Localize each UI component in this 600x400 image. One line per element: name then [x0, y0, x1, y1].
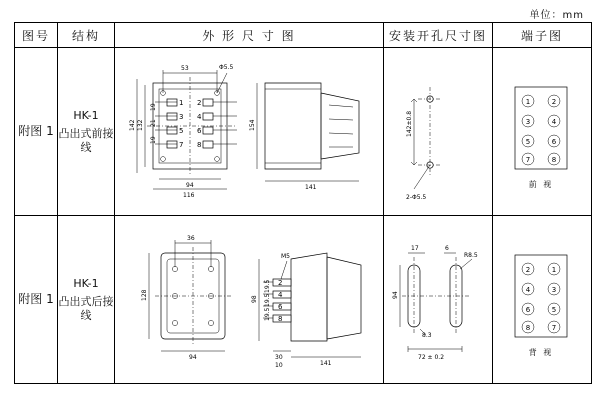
svg-text:8: 8 — [278, 314, 283, 323]
svg-text:5: 5 — [179, 126, 184, 135]
svg-text:R8.5: R8.5 — [464, 251, 478, 259]
svg-text:6: 6 — [525, 305, 531, 314]
svg-text:19.5: 19.5 — [264, 279, 271, 293]
svg-text:94: 94 — [189, 353, 197, 361]
svg-text:4: 4 — [525, 285, 531, 294]
figure-no-1 — [15, 48, 58, 216]
svg-text:142: 142 — [129, 119, 136, 131]
svg-text:2: 2 — [278, 278, 283, 287]
svg-text:8: 8 — [197, 140, 202, 149]
table-row — [15, 216, 592, 384]
terminal-svg-2 — [493, 217, 589, 383]
mounting-drawing-1 — [384, 48, 493, 216]
svg-text:128: 128 — [141, 289, 148, 301]
svg-text:7: 7 — [551, 323, 557, 332]
svg-text:17: 17 — [411, 244, 419, 252]
svg-text:19.5: 19.5 — [264, 293, 271, 307]
mounting-drawing-2 — [384, 216, 493, 384]
structure-2-desc: 凸出式后接线 — [58, 294, 114, 322]
mounting-svg-1 — [384, 49, 490, 215]
header-outline: 外 形 尺 寸 图 — [115, 23, 384, 48]
svg-text:21: 21 — [150, 118, 157, 127]
terminal-drawing-2 — [493, 216, 592, 384]
svg-text:4: 4 — [278, 290, 283, 299]
svg-text:5: 5 — [551, 305, 557, 314]
svg-text:2: 2 — [525, 265, 531, 274]
svg-text:10: 10 — [275, 361, 283, 369]
svg-text:2: 2 — [197, 98, 202, 107]
terminal-svg-1 — [493, 49, 589, 215]
structure-1-model: HK-1 — [73, 108, 99, 122]
svg-text:6: 6 — [197, 126, 202, 135]
svg-text:72 ± 0.2: 72 ± 0.2 — [418, 353, 445, 361]
svg-text:94: 94 — [392, 290, 399, 299]
svg-text:154: 154 — [249, 119, 256, 131]
svg-text:6: 6 — [278, 302, 283, 311]
svg-text:Φ5.5: Φ5.5 — [219, 63, 234, 71]
outline-drawing-2 — [115, 216, 384, 384]
svg-text:141: 141 — [320, 359, 332, 367]
svg-text:4: 4 — [551, 117, 557, 126]
svg-text:7: 7 — [525, 155, 531, 164]
svg-text:98: 98 — [251, 294, 258, 303]
svg-text:8.3: 8.3 — [422, 331, 432, 339]
svg-text:132: 132 — [137, 119, 144, 131]
structure-2 — [58, 216, 115, 384]
svg-text:36: 36 — [187, 234, 195, 242]
svg-text:3: 3 — [551, 285, 557, 294]
svg-text:2: 2 — [551, 97, 557, 106]
svg-text:3: 3 — [525, 117, 531, 126]
svg-text:6: 6 — [551, 137, 557, 146]
svg-text:8: 8 — [525, 323, 531, 332]
svg-text:141: 141 — [305, 183, 317, 191]
terminal-drawing-1 — [493, 48, 592, 216]
figure-no-2-text: 附图 1 — [18, 292, 54, 306]
dim-53: 53 — [181, 64, 189, 72]
svg-text:8: 8 — [551, 155, 557, 164]
header-figure-no: 图号 — [15, 23, 58, 48]
svg-text:1: 1 — [551, 265, 557, 274]
figure-no-1-text: 附图 1 — [18, 124, 54, 138]
structure-1 — [58, 48, 115, 216]
header-mounting: 安装开孔尺寸图 — [384, 23, 493, 48]
svg-text:2-Φ5.5: 2-Φ5.5 — [406, 193, 427, 201]
svg-text:19: 19 — [150, 102, 157, 111]
unit-note: 单位：mm — [529, 10, 584, 21]
structure-2-model: HK-1 — [73, 276, 99, 290]
spec-table — [14, 22, 592, 384]
svg-text:30: 30 — [275, 353, 283, 361]
figure-no-2 — [15, 216, 58, 384]
svg-text:19.5: 19.5 — [264, 307, 271, 321]
structure-1-desc: 凸出式前接线 — [58, 126, 114, 154]
table-row — [15, 48, 592, 216]
table-header-row — [15, 23, 592, 48]
outline-drawing-1 — [115, 48, 384, 216]
svg-text:3: 3 — [179, 112, 184, 121]
svg-text:142±0.8: 142±0.8 — [406, 110, 413, 137]
header-structure: 结构 — [58, 23, 115, 48]
svg-text:19: 19 — [150, 135, 157, 144]
svg-text:1: 1 — [525, 97, 531, 106]
svg-text:4: 4 — [197, 112, 202, 121]
svg-text:背 视: 背 视 — [528, 347, 554, 357]
svg-text:116: 116 — [183, 191, 195, 199]
svg-text:6: 6 — [445, 244, 449, 252]
svg-text:M5: M5 — [281, 252, 290, 260]
outline-svg-1 — [115, 49, 381, 215]
mounting-svg-2 — [384, 217, 490, 383]
header-terminal: 端子图 — [493, 23, 592, 48]
svg-text:1: 1 — [179, 98, 184, 107]
svg-text:5: 5 — [525, 137, 531, 146]
svg-text:94: 94 — [186, 181, 194, 189]
svg-text:前 视: 前 视 — [528, 179, 554, 189]
outline-svg-2 — [115, 217, 381, 383]
svg-text:7: 7 — [179, 140, 184, 149]
